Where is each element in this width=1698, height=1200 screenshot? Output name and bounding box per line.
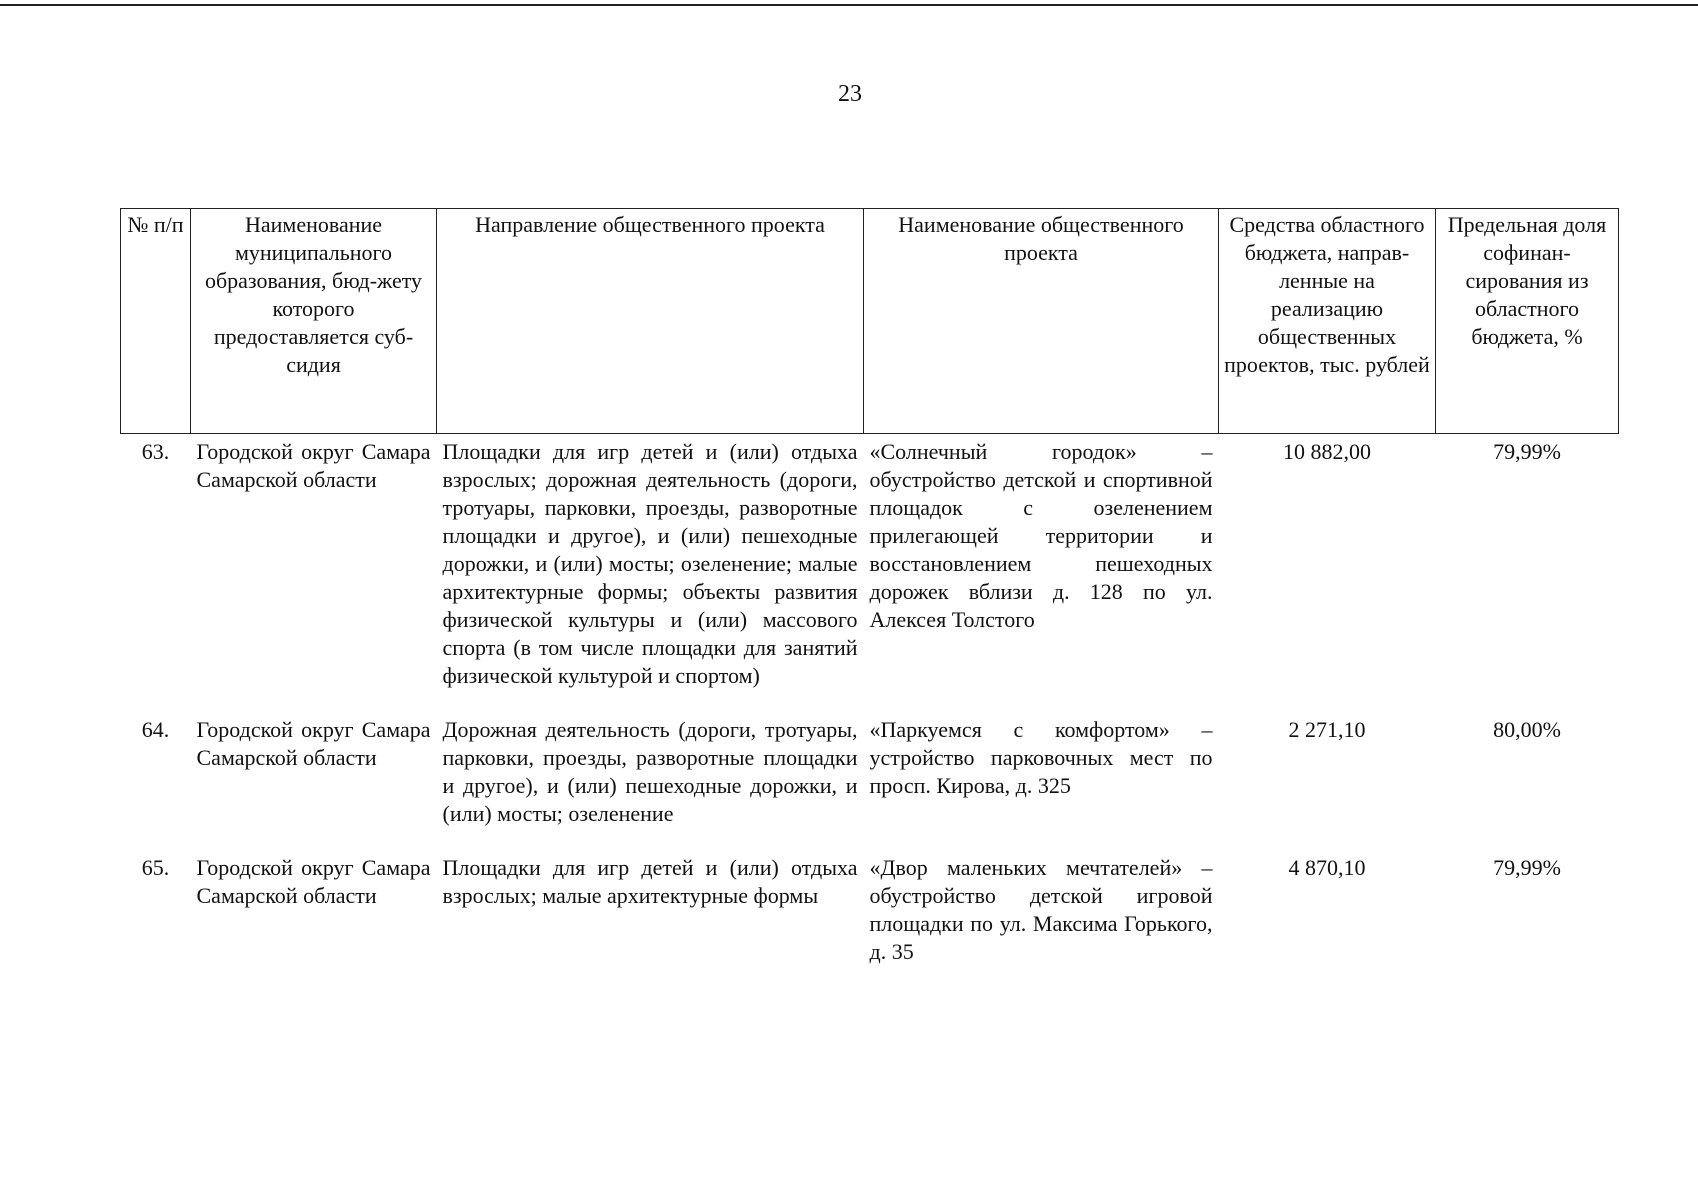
header-number: № п/п [121, 209, 191, 434]
direction-cell: Дорожная деятельность (дороги, тротуары, парковки, проезды, разворотные площадки и другое), и (или) пешеходные дорожки, и (или) мосты; озеленение [442, 717, 858, 826]
direction-cell: Площадки для игр детей и (или) отдыха взрослых; малые архитектурные формы [442, 855, 858, 908]
project-name-cell: «Паркуемся с комфортом» – устройство парковочных мест по просп. Кирова, д. 325 [869, 717, 1213, 798]
page-number: 23 [838, 81, 862, 107]
row-number: 64. [141, 717, 170, 742]
municipality-cell: Городской округ Самара Самарской области [196, 855, 431, 908]
table-header-row [121, 209, 1619, 434]
table-row [121, 854, 1619, 966]
project-name-cell: «Солнечный городок» – обустройство детской и спортивной площадок с озеленением прилегающей территории и восстановлением пешеходных дорожек вблизи д. 128 по ул. Алексея Толстого [869, 439, 1213, 632]
municipality-cell: Городской округ Самара Самарской области [196, 717, 431, 770]
row-number: 65. [141, 855, 170, 880]
table-row [121, 434, 1619, 717]
table-row [121, 716, 1619, 854]
share-cell: 80,00% [1493, 717, 1561, 742]
share-cell: 79,99% [1493, 855, 1561, 880]
subsidy-table [120, 208, 1619, 966]
header-cofinancing-share: Предельная доля софинан-сирования из областного бюджета, % [1436, 209, 1619, 434]
municipality-cell: Городской округ Самара Самарской области [196, 439, 431, 492]
funds-cell: 2 271,10 [1288, 717, 1366, 742]
share-cell: 79,99% [1493, 439, 1561, 464]
row-number: 63. [141, 439, 170, 464]
header-project-name: Наименование общественного проекта [864, 209, 1219, 434]
header-direction: Направление общественного проекта [437, 209, 864, 434]
project-name-cell: «Двор маленьких мечтателей» – обустройство детской игровой площадки по ул. Максима Горького, д. 35 [869, 855, 1213, 964]
top-border-line [0, 4, 1698, 6]
header-municipality: Наименование муниципального образования, бюд-жету которого предоставляется суб-сидия [191, 209, 437, 434]
direction-cell: Площадки для игр детей и (или) отдыха взрослых; дорожная деятельность (дороги, тротуары, парковки, проезды, разворотные площадки и другое), и (или) пешеходные дорожки, и (или) мосты; озеленение; малые архитектурные формы; объекты развития физической культуры и (или) массового спорта (в том числе площадки для занятий физической культурой и спортом) [442, 439, 858, 688]
funds-cell: 4 870,10 [1288, 855, 1366, 880]
funds-cell: 10 882,00 [1283, 439, 1371, 464]
header-regional-funds: Средства областного бюджета, направ-ленные на реализацию общественных проектов, тыс. рублей [1219, 209, 1436, 434]
